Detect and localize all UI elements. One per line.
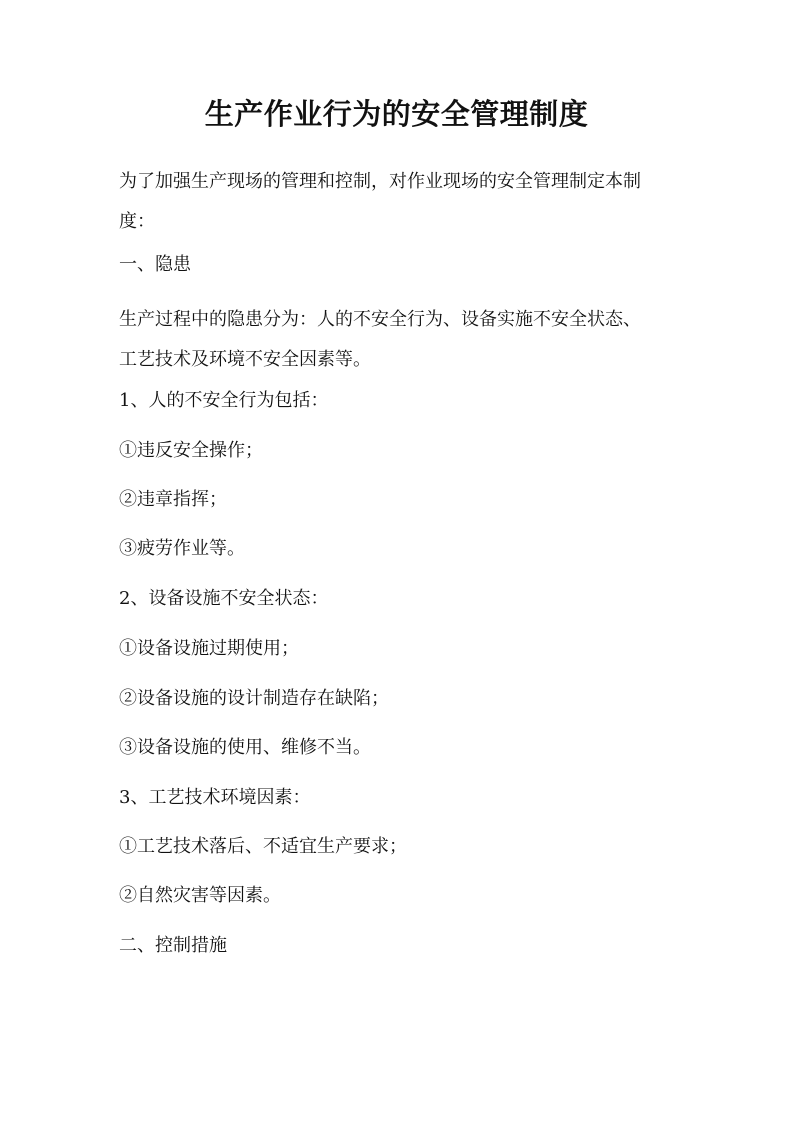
section-2-heading: 二、控制措施 <box>119 935 227 956</box>
hazard-paragraph <box>119 300 679 380</box>
item-2-a: ①设备设施过期使用； <box>119 638 299 659</box>
intro-paragraph <box>119 162 679 242</box>
document-title: 生产作业行为的安全管理制度 <box>204 97 589 131</box>
item-2-heading: 2、设备设施不安全状态： <box>119 588 329 609</box>
item-1-b: ②违章指挥； <box>119 489 227 510</box>
item-2-b: ②设备设施的设计制造存在缺陷； <box>119 688 389 709</box>
item-1-c: ③疲劳作业等。 <box>119 538 245 559</box>
item-1-a: ①违反安全操作； <box>119 440 263 461</box>
item-2-c: ③设备设施的使用、维修不当。 <box>119 737 371 758</box>
item-3-a: ①工艺技术落后、不适宜生产要求； <box>119 836 407 857</box>
item-3-heading: 3、工艺技术环境因素： <box>119 787 311 808</box>
item-3-b: ②自然灾害等因素。 <box>119 885 281 906</box>
item-1-heading: 1、人的不安全行为包括： <box>119 390 329 411</box>
hazard-line-1: 生产过程中的隐患分为：人的不安全行为、设备实施不安全状态、 <box>119 309 641 330</box>
section-1-heading: 一、隐患 <box>119 254 191 275</box>
intro-line-1: 为了加强生产现场的管理和控制，对作业现场的安全管理制定本制 <box>119 171 641 192</box>
intro-line-2: 度： <box>119 211 155 232</box>
hazard-line-2: 工艺技术及环境不安全因素等。 <box>119 349 371 370</box>
